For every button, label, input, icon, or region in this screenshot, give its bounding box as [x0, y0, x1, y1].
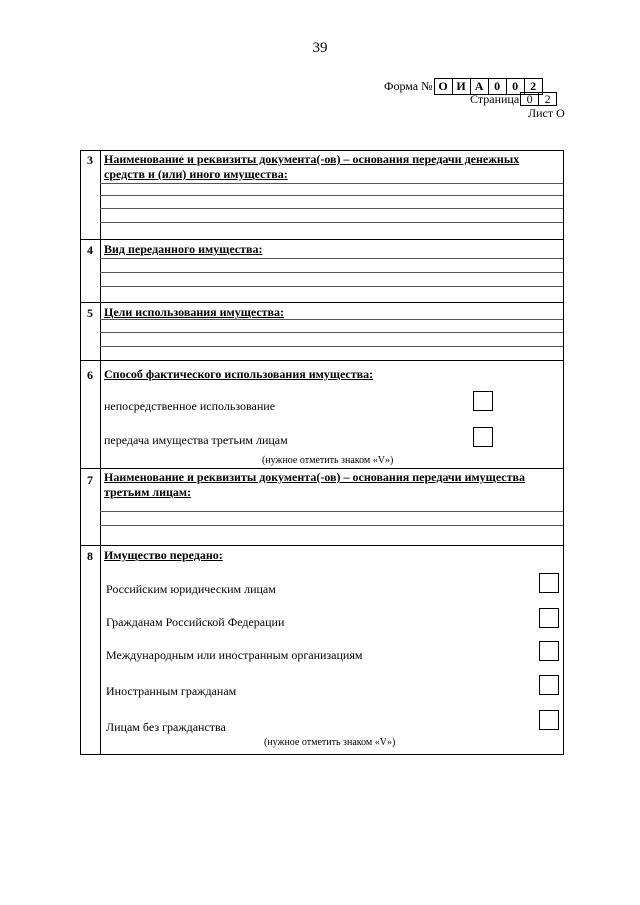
- option-international-orgs-label: Международным или иностранным организациям: [106, 648, 363, 662]
- entry-line[interactable]: [100, 258, 563, 259]
- entry-line[interactable]: [100, 222, 563, 223]
- section-divider: [80, 754, 564, 755]
- section-divider: [80, 302, 564, 303]
- section-divider: [80, 150, 564, 151]
- option-direct-use-label: непосредственное использование: [104, 399, 276, 413]
- section-title: Цели использования имущества:: [104, 305, 285, 319]
- form-code-cell: А: [470, 78, 489, 95]
- option-stateless-persons-label: Лицам без гражданства: [106, 720, 226, 734]
- entry-line[interactable]: [100, 346, 563, 347]
- form-table: [80, 150, 564, 755]
- option-russian-legal-entities-checkbox[interactable]: [539, 573, 559, 593]
- option-foreign-citizens-checkbox[interactable]: [539, 675, 559, 695]
- section-title: Имущество передано:: [104, 548, 223, 562]
- page-code-cell: 2: [538, 92, 557, 106]
- page-code-row: [470, 92, 557, 106]
- checkbox-hint: (нужное отметить знаком «V»): [262, 455, 394, 466]
- option-foreign-citizens-label: Иностранным гражданам: [106, 684, 237, 698]
- section-title: Наименование и реквизиты документа(-ов) – основания передачи имущества третьим лицам:: [104, 470, 525, 499]
- option-russian-legal-entities-label: Российским юридическим лицам: [106, 582, 276, 596]
- form-code-cell: 2: [524, 78, 543, 95]
- option-transfer-third-parties-checkbox[interactable]: [473, 427, 493, 447]
- number-column-divider: [100, 150, 101, 755]
- page-code-cell: 0: [520, 92, 539, 106]
- section-number: 7: [87, 473, 93, 487]
- page-number: 39: [312, 40, 328, 56]
- checkbox-hint: (нужное отметить знаком «V»): [264, 737, 396, 748]
- table-border-right: [563, 150, 564, 755]
- option-international-orgs-checkbox[interactable]: [539, 641, 559, 661]
- section-number: 8: [87, 549, 93, 563]
- option-stateless-persons-checkbox[interactable]: [539, 710, 559, 730]
- entry-line[interactable]: [100, 272, 563, 273]
- section-divider: [80, 360, 564, 361]
- page-label: Страница: [470, 91, 520, 106]
- table-border-left: [80, 150, 81, 755]
- section-number: 4: [87, 243, 93, 257]
- entry-line[interactable]: [100, 183, 563, 184]
- section-divider: [80, 239, 564, 240]
- option-russian-citizens-checkbox[interactable]: [539, 608, 559, 628]
- entry-line[interactable]: [100, 319, 563, 320]
- section-divider: [80, 468, 564, 469]
- form-code-cell: О: [434, 78, 453, 95]
- form-code-cell: 0: [488, 78, 507, 95]
- form-code-cell: 0: [506, 78, 525, 95]
- section-title: Вид переданного имущества:: [104, 242, 263, 256]
- entry-line[interactable]: [100, 525, 563, 526]
- form-label: Форма №: [384, 78, 433, 93]
- sheet-label: Лист О: [528, 106, 565, 120]
- section-number: 6: [87, 368, 93, 382]
- entry-line[interactable]: [100, 286, 563, 287]
- entry-line[interactable]: [100, 511, 563, 512]
- section-divider: [80, 545, 564, 546]
- entry-line[interactable]: [100, 332, 563, 333]
- entry-line[interactable]: [100, 195, 563, 196]
- option-transfer-third-parties-label: передача имущества третьим лицам: [104, 433, 288, 447]
- form-code-cell: И: [452, 78, 471, 95]
- option-russian-citizens-label: Гражданам Российской Федерации: [106, 615, 285, 629]
- option-direct-use-checkbox[interactable]: [473, 391, 493, 411]
- section-title: Наименование и реквизиты документа(-ов) – основания передачи денежных средств и (или) иного имущества:: [104, 152, 520, 181]
- section-number: 5: [87, 306, 93, 320]
- section-title: Способ фактического использования имущества:: [104, 367, 374, 381]
- entry-line[interactable]: [100, 208, 563, 209]
- section-number: 3: [87, 153, 93, 167]
